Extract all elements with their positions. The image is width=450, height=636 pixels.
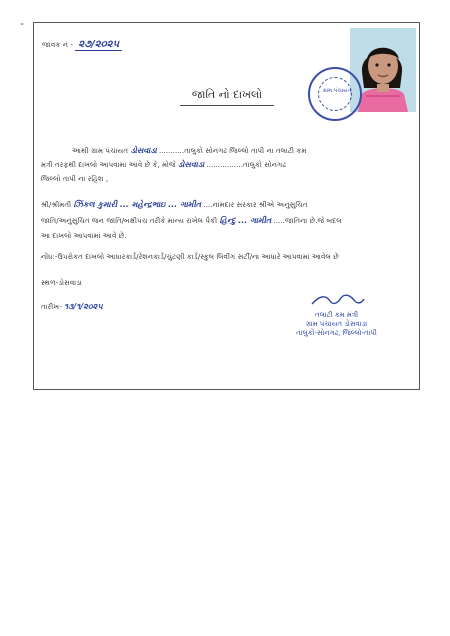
outward-number: ૨૭/૨૦૨૫ <box>75 39 122 51</box>
signature-line-2: ગ્રામ પંચાયત ડોસવાડા <box>305 320 368 328</box>
paragraph-line-1: આથી ગ્રામ પંચાયત ડોસવાડા ...........તાલુકો સોનગઢ જિલ્લો તાપી ના તલાટી કમ <box>72 146 307 155</box>
signature-line-3: તાલુકો-સોનગઢ, જિલ્લો-તાપી <box>296 329 377 337</box>
signature-line-1: તલાટી કમ મંત્રી <box>314 311 359 319</box>
certificate-title: જાતિ નો દાખલો <box>180 85 274 106</box>
signature-block <box>279 292 394 338</box>
person-line-1: શ્રી/શ્રીમતી ઝિંકલ કુમારી ... મહેન્દ્રભાઇ ... ગામીત ....નામદાર સરકાર શ્રીએ અનુસુચિત <box>41 200 308 209</box>
stamp-inner-circle <box>318 77 352 111</box>
note-line: નોંધ:-ઉપરોકત દાખલો આધારકાર્ડ/રેશનકાર્ડ/ચુંટણી કાર્ડ/સ્કુલ લિવીંગ સર્ટી/ના આધારે આપવામાં આવેલ છે <box>41 252 339 261</box>
official-stamp <box>308 67 362 121</box>
stamp-text: ગ્રામ પંચાયત <box>322 88 352 94</box>
person-name-handwritten: ઝિંકલ કુમારી ... મહેન્દ્રભાઇ ... ગામીત <box>73 200 202 209</box>
village2-handwritten: ડોસવાડા <box>178 160 205 169</box>
outward-number-row <box>42 40 122 50</box>
place-line: સ્થળ-ડોસવાડા <box>41 278 82 287</box>
paragraph-line-2: મંત્રી તરફથી દાખલો આપવામા આવે છે કે, મોજે ડોસવાડા ................તાલુકો સોનગઢ <box>41 160 286 169</box>
date-line <box>41 302 103 312</box>
village-handwritten: ડોસવાડા <box>130 146 157 155</box>
date-label: તારીખ- <box>41 302 62 311</box>
caste-handwritten: હિન્દુ ... ગામીત <box>219 216 272 225</box>
page-mark: “ <box>20 22 25 31</box>
person-line-2: જાતિ/અનુસુચિત જન જાતિ/બક્ષીપંચ તરીકે માન્ય રાખેલ પૈકી હિન્દુ ... ગામીત .....જાતિના છે.જે બદલ <box>41 216 342 225</box>
outward-label: જાવક નં - <box>42 40 73 49</box>
caste-certificate <box>33 22 420 390</box>
date-value: ૧૩/૧/૨૦૨૫ <box>64 302 103 311</box>
paragraph-line-3: જિલ્લો તાપી ના રહિશ , <box>41 174 109 183</box>
signature-mark-icon <box>302 293 372 307</box>
person-line-3: આ દાખલો આપવામાં આવે છે. <box>41 231 127 240</box>
